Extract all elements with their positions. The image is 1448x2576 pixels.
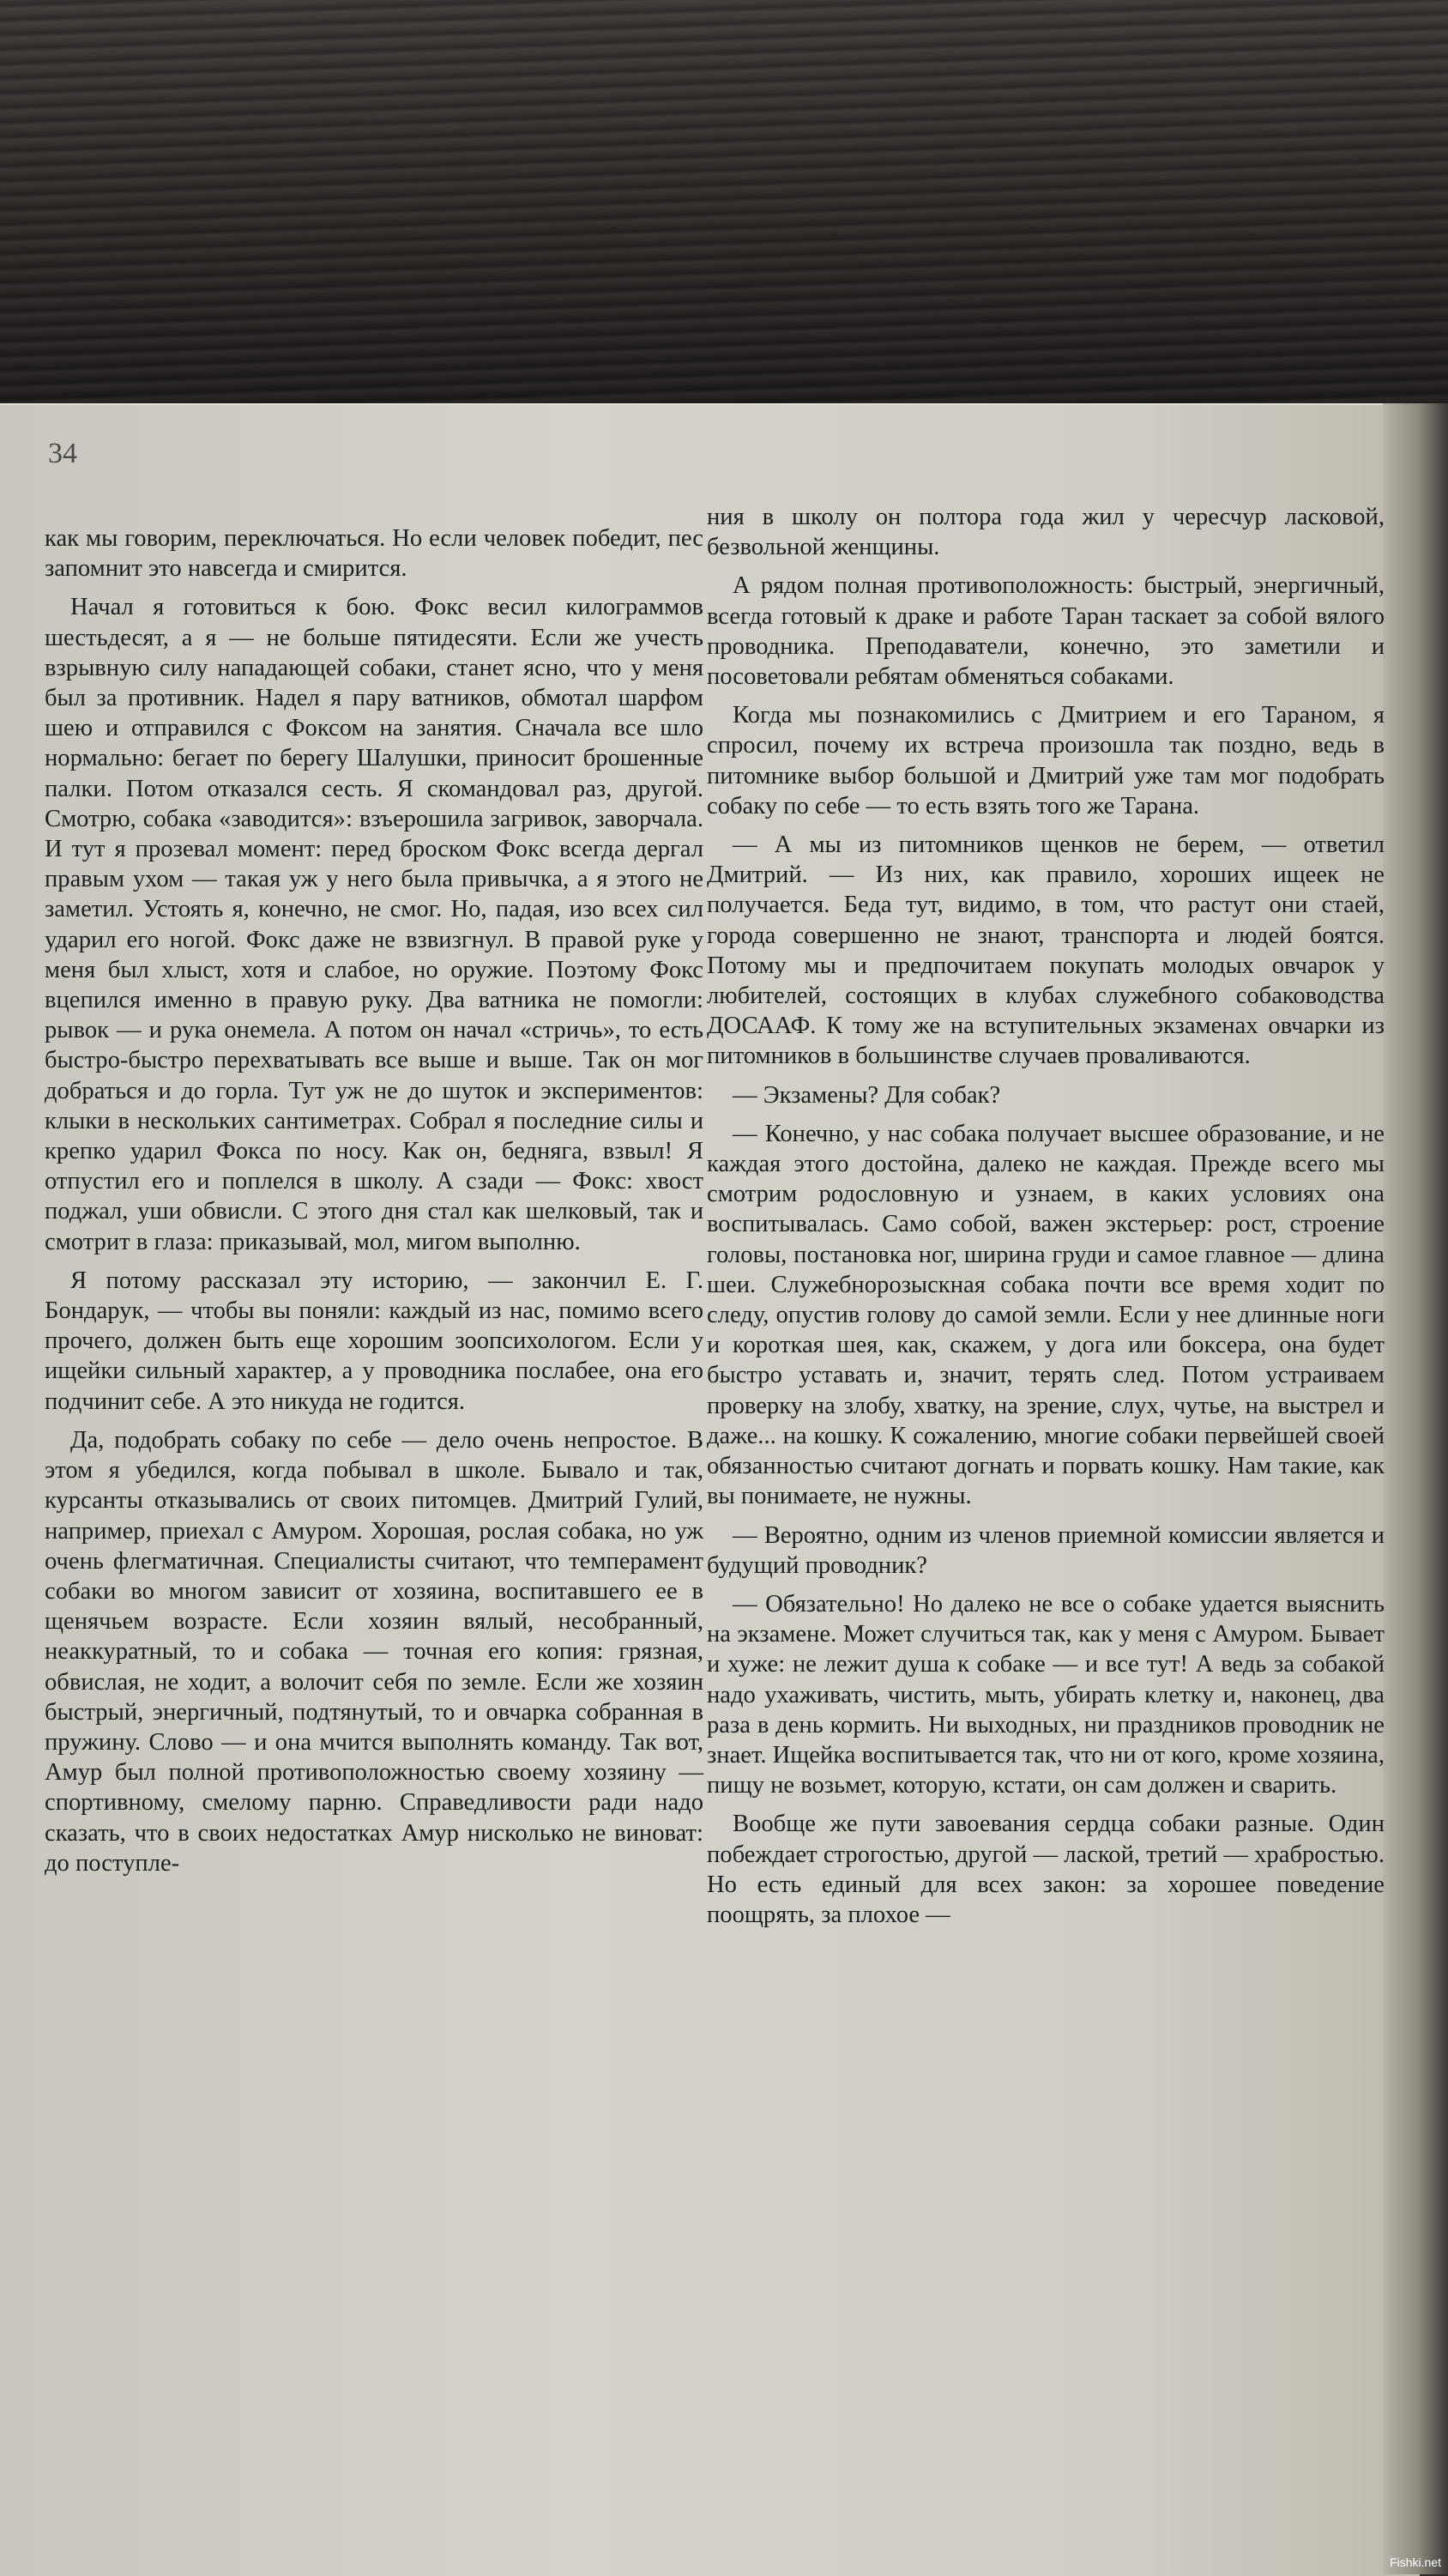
paragraph: — А мы из питомников щенков не берем, — ответил Дмитрий. — Из них, как правило, хороших ищеек не получается. Беда тут, видимо, в том, что растут они стаей, города совершенно не знают, транспорта и людей боятся. Потому мы и предпочитаем покупать молодых овчарок у любителей, состоящих в клубах служебного собаководства ДОСААФ. К тому же на вступительных экзаменах овчарки из питомников в большинстве случаев проваливаются.	[707, 831, 1385, 1070]
paragraph: — Обязательно! Но далеко не все о собаке удается выяснить на экзамене. Может случиться так, как у меня с Амуром. Бывает и хуже: не лежит душа к собаке — и все тут! А ведь за собакой надо ухаживать, чистить, мыть, убирать клетку и, наконец, два раза в день кормить. Ни выходных, ни праздников проводник не знает. Ищейка воспитывается так, что ни от кого, кроме хозяина, пищу не возьмет, которую, кстати, он сам должен и сварить.	[707, 1590, 1385, 1799]
paragraph: Я потому рассказал эту историю, — закончил Е. Г. Бондарук, — чтобы вы поняли: каждый из нас, помимо всего прочего, должен быть еще хорошим зоопсихологом. Если у ищейки сильный характер, а у проводника послабее, она его подчинит себе. А это никуда не годится.	[45, 1267, 703, 1415]
page-number: 34	[48, 438, 77, 469]
paragraph: Начал я готовиться к бою. Фокс весил килограммов шестьдесят, а я — не больше пятидесяти. Если же учесть взрывную силу нападающей собаки, станет ясно, что у меня был за противник. Надел я пару ватников, обмотал шарфом шею и отправился с Фоксом на занятия. Сначала все шло нормально: бегает по берегу Шалушки, приносит брошенные палки. Потом отказался сесть. Я скомандовал раз, другой. Смотрю, собака «заводится»: взъерошила загривок, заворчала. И тут я прозевал момент: перед броском Фокс всегда дергал правым ухом — такая уж у него была привычка, а я этого не заметил. Устоять я, конечно, не смог. Но, падая, изо всех сил ударил его ногой. Фокс даже не взвизгнул. В правой руке у меня был хлыст, хотя и слабое, но оружие. Поэтому Фокс вцепился именно в правую руку. Два ватника не помогли: рывок — и рука онемела. А потом он начал «стричь», то есть быстро-быстро перехватывать все выше и выше. Так он мог добраться и до горла. Тут уж не до шуток и экспериментов: клыки в нескольких сантиметрах. Собрал я последние силы и крепко ударил Фокса по носу. Как он, бедняга, взвыл! Я отпустил его и поплелся в школу. А сзади — Фокс: хвост поджал, уши обвисли. С этого дня стал как шелковый, так и смотрит в глаза: приказывай, мол, мигом выполню.	[45, 594, 703, 1255]
page-curl-edge	[1383, 403, 1448, 2574]
paragraph: Вообще же пути завоевания сердца собаки разные. Один побеждает строгостью, другой — лаской, третий — храбростью. Но есть единый для всех закон: за хорошее поведение поощрять, за плохое —	[707, 1811, 1385, 1928]
paragraph: — Экзамены? Для собак?	[733, 1081, 1001, 1109]
paragraph: — Конечно, у нас собака получает высшее образование, и не каждая этого достойна, далеко не каждая. Прежде всего мы смотрим родословную и узнаем, в каких условиях она воспитывалась. Само собой, важен экстерьер: рост, строение головы, постановка ног, ширина груди и самое главное — длина шеи. Служебнорозыскная собака почти все время ходит по следу, опустив голову до самой земли. Если у нее длинные ноги и короткая шея, как, скажем, у дога или боксера, она будет быстро уставать и, значит, терять след. Потом устраиваем проверку на злобу, хватку, на зрение, слух, чутье, на выстрел и даже... на кошку. К сожалению, многие собаки первейшей своей обязанностью считают догнать и порвать кошку. Нам такие, как вы понимаете, не нужны.	[707, 1120, 1385, 1510]
paragraph: А рядом полная противоположность: быстрый, энергичный, всегда готовый к драке и работе Таран таскает за собой вялого проводника. Преподаватели, конечно, это заметили и посоветовали ребятам обменяться собаками.	[707, 572, 1385, 691]
paragraph: как мы говорим, переключаться. Но если человек победит, пес запомнит это навсегда и смирится.	[45, 525, 703, 583]
left-column	[45, 523, 703, 1878]
paragraph: — Вероятно, одним из членов приемной комиссии является и будущий проводник?	[707, 1521, 1385, 1579]
wooden-table-background	[0, 0, 1448, 429]
watermark: Fishki.net	[1390, 2555, 1441, 2569]
paragraph: Да, подобрать собаку по себе — дело очень непростое. В этом я убедился, когда побывал в школе. Бывало и так, курсанты отказывались от своих питомцев. Дмитрий Гулий, например, приехал с Амуром. Хорошая, рослая собака, но уж очень флегматичная. Специалисты считают, что темперамент собаки во многом зависит от хозяина, воспитавшего ее в щенячьем возрасте. Если хозяин вялый, несобранный, неаккуратный, то и собака — точная его копия: грязная, обвислая, не ходит, а волочит себя по земле. Если же хозяин быстрый, энергичный, подтянутый, то и овчарка собранная в пружину. Слово — и она мчится выполнять команду. Так вот, Амур был полной противоположностью своему хозяину — спортивному, смелому парню. Справедливости ради надо сказать, что в своих недостатках Амур нисколько не виноват: до поступле-	[45, 1426, 703, 1877]
paragraph: ния в школу он полтора года жил у чересчур ласковой, безвольной женщины.	[707, 504, 1385, 561]
right-column	[707, 502, 1385, 1930]
paragraph: Когда мы познакомились с Дмитрием и его Тараном, я спросил, почему их встреча произошла так поздно, ведь в питомнике выбор большой и Дмитрий уже там мог подобрать собаку по себе — то есть взять того же Тарана.	[707, 702, 1385, 819]
